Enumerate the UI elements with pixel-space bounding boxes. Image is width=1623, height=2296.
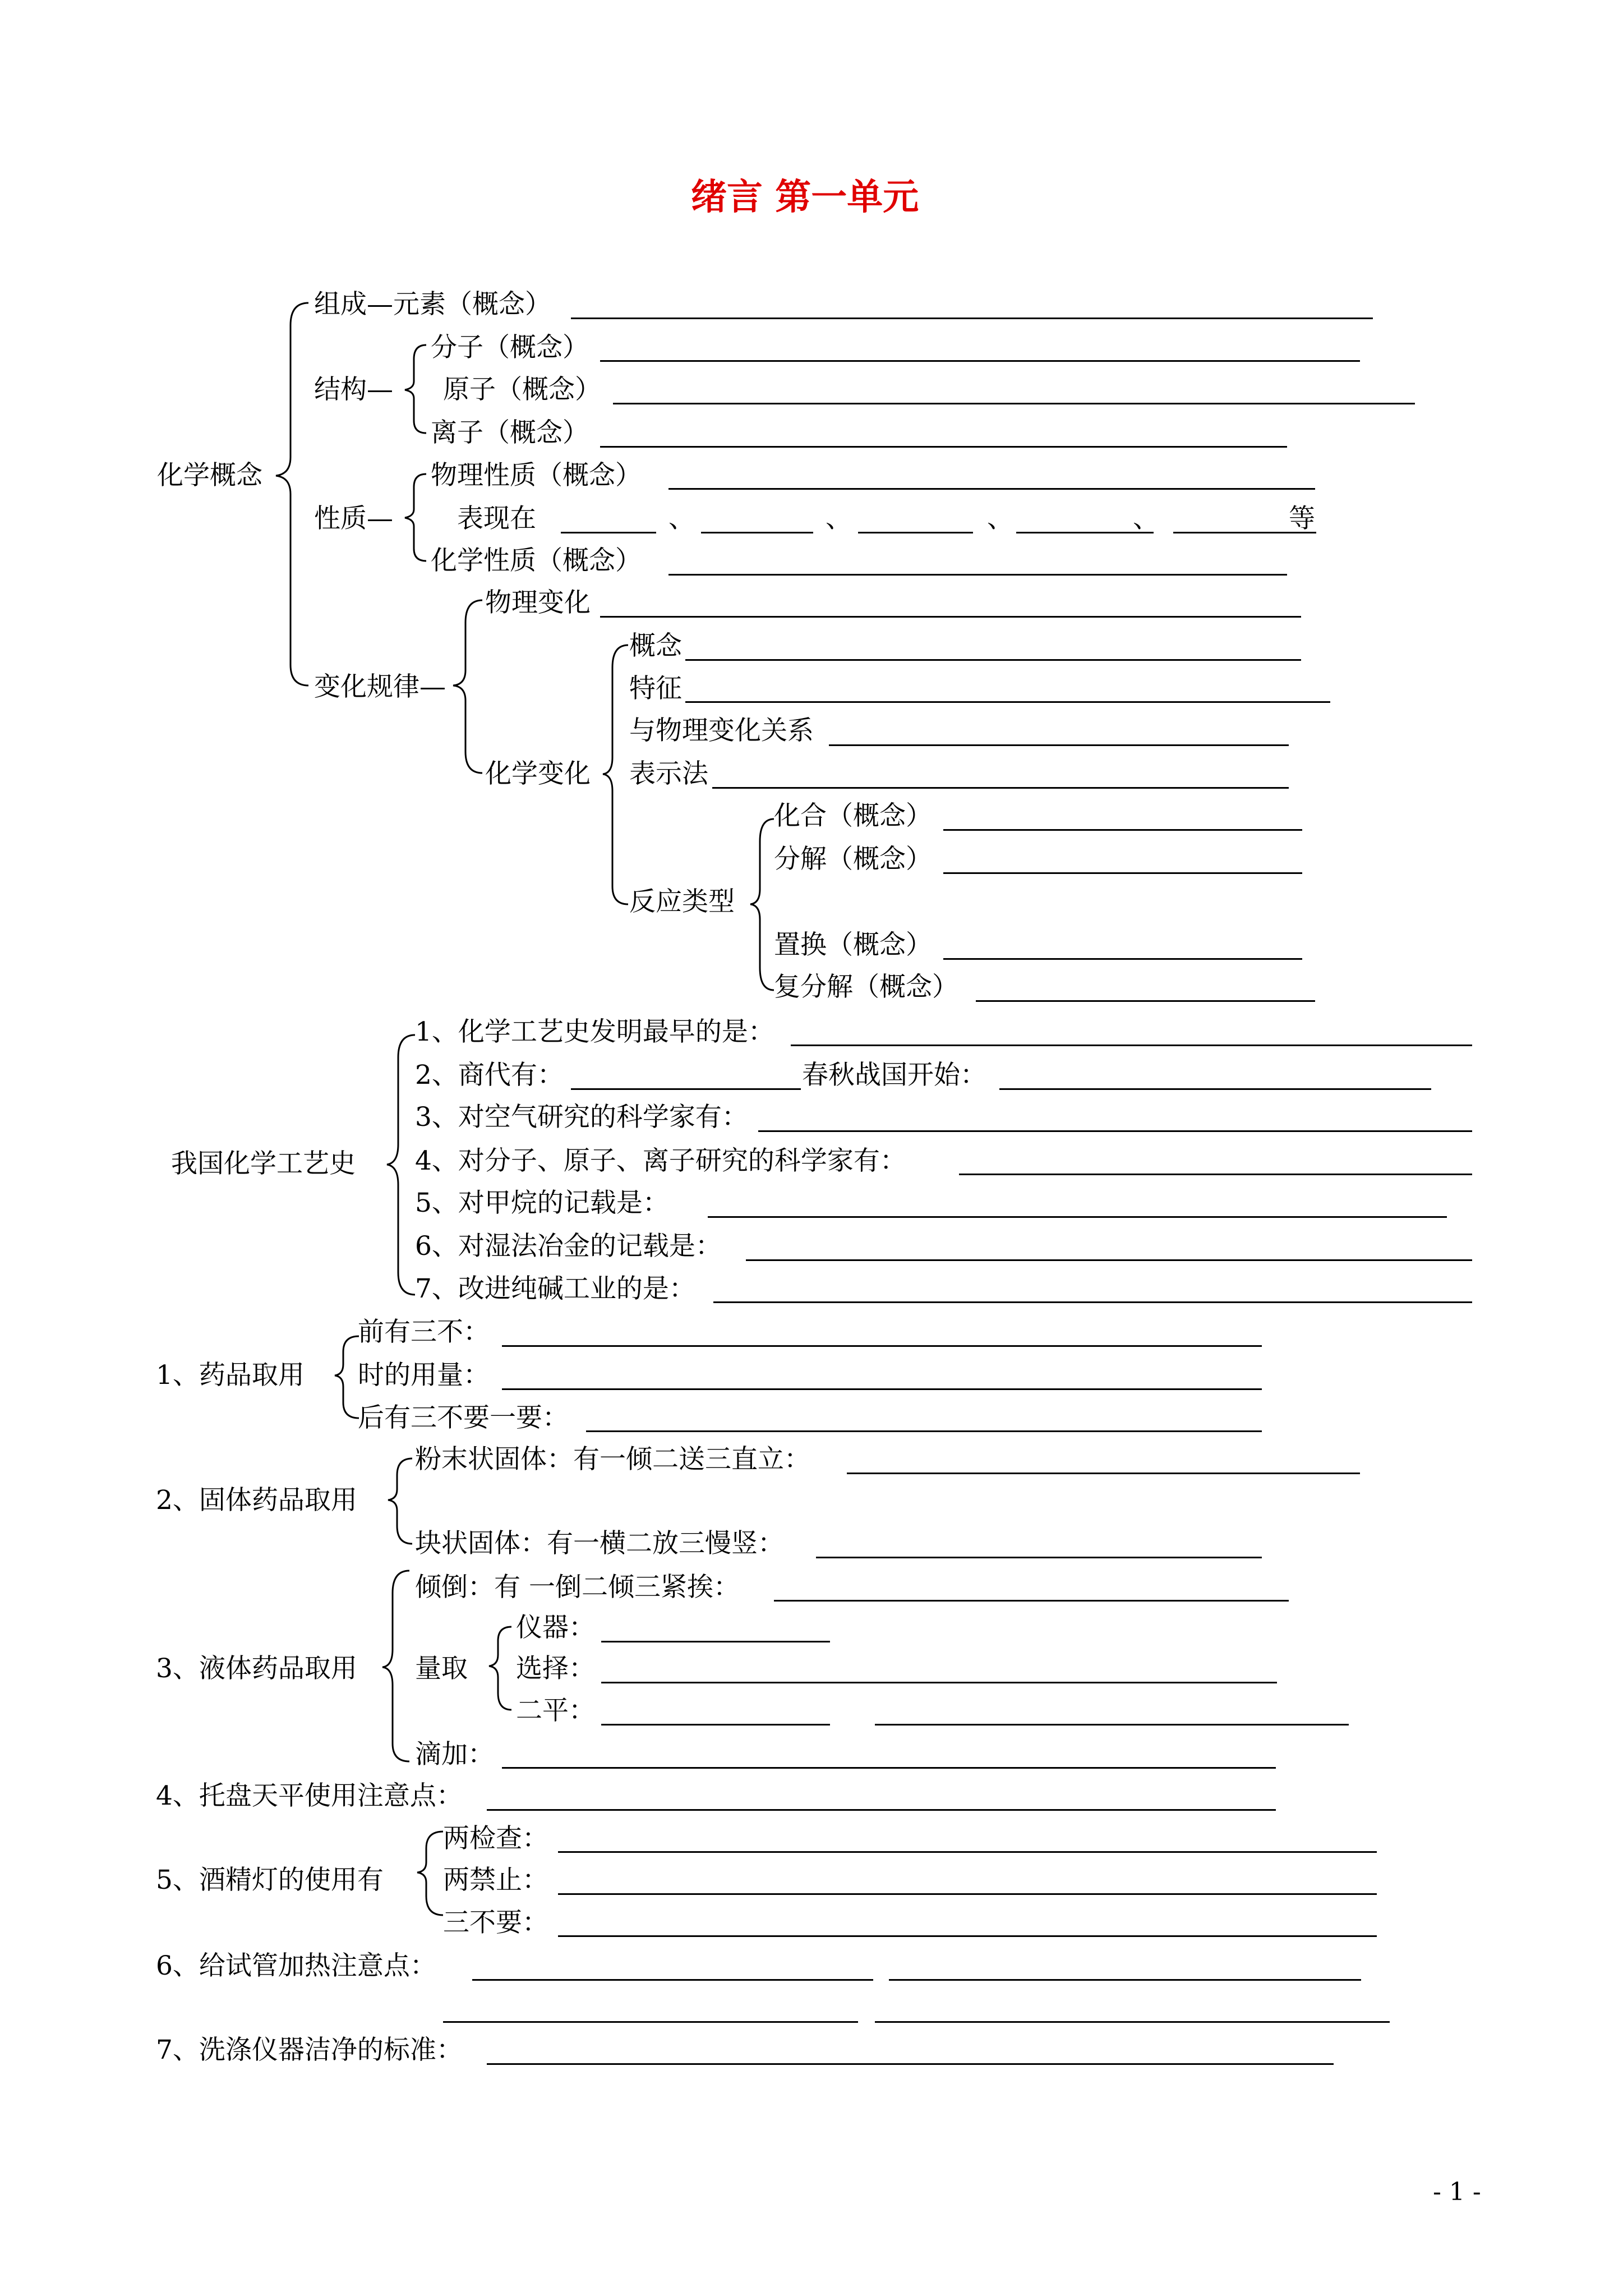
structure-label: 结构— [314, 374, 393, 405]
separator-2: 、 [826, 503, 852, 534]
brace-drug-taking [335, 1336, 359, 1418]
combination-answer-line[interactable] [943, 829, 1302, 831]
history-item-2: 2、商代有： [415, 1060, 564, 1091]
concept-root-label: 化学概念 [157, 460, 262, 491]
cc-notation-label: 表示法 [629, 758, 708, 789]
cc-concept-answer-line[interactable] [685, 659, 1301, 661]
atom-answer-line[interactable] [613, 403, 1415, 404]
property-label: 性质— [314, 503, 393, 534]
cc-feature-answer-line[interactable] [685, 701, 1330, 703]
decomposition-answer-line[interactable] [943, 872, 1302, 874]
three-dont-answer-line[interactable] [558, 1935, 1377, 1937]
chemical-change-label: 化学变化 [485, 758, 591, 789]
page-number: - 1 - [1433, 2178, 1481, 2206]
powder-answer-line[interactable] [847, 1473, 1360, 1474]
separator-4: 、 [1133, 503, 1159, 534]
choose-label: 选择： [516, 1653, 595, 1684]
page-title: 绪言 第一单元 [691, 176, 919, 218]
shown-in-label: 表现在 [457, 503, 536, 534]
combination-label: 化合（概念） [774, 800, 932, 831]
block-answer-line[interactable] [816, 1557, 1262, 1558]
brace-chemical-change [603, 645, 628, 904]
physical-property-answer-line[interactable] [668, 488, 1315, 490]
shown-in-blank-3[interactable] [858, 532, 973, 533]
atom-label: 原子（概念） [443, 374, 601, 405]
chemical-property-label: 化学性质（概念） [431, 545, 642, 576]
separator-3: 、 [987, 503, 1013, 534]
separator-1: 、 [668, 503, 695, 534]
history-answer-line-6[interactable] [746, 1259, 1472, 1261]
history-item-7: 7、改进纯碱工业的是： [415, 1273, 695, 1304]
powder-label: 粉末状固体：有一倾二送三直立： [415, 1444, 810, 1475]
history-item-4: 4、对分子、原子、离子研究的科学家有： [415, 1145, 906, 1176]
balance-answer-line[interactable] [487, 1809, 1276, 1811]
cc-relation-answer-line[interactable] [829, 744, 1289, 746]
history-item-1: 1、化学工艺史发明最早的是： [415, 1016, 774, 1047]
heating-label: 6、给试管加热注意点： [156, 1950, 436, 1981]
change-law-label: 变化规律— [314, 671, 446, 702]
chemical-property-answer-line[interactable] [668, 574, 1287, 576]
heating-answer-line-3[interactable] [443, 2021, 858, 2023]
two-forbid-answer-line[interactable] [558, 1893, 1377, 1895]
solid-label: 2、固体药品取用 [156, 1485, 357, 1516]
drip-answer-line[interactable] [502, 1767, 1276, 1769]
pour-answer-line[interactable] [774, 1600, 1289, 1602]
composition-answer-line[interactable] [571, 318, 1373, 319]
block-label: 块状固体：有一横二放三慢竖： [415, 1528, 784, 1559]
cc-notation-answer-line[interactable] [712, 787, 1289, 789]
three-no-label: 前有三不： [358, 1317, 490, 1347]
history-answer-line-7[interactable] [713, 1301, 1472, 1303]
spring-autumn-label: 春秋战国开始： [802, 1060, 986, 1091]
amount-answer-line[interactable] [502, 1388, 1262, 1390]
history-root-label: 我国化学工艺史 [171, 1148, 356, 1179]
ion-label: 离子（概念） [431, 417, 589, 448]
washing-answer-line[interactable] [487, 2063, 1334, 2065]
reaction-type-label: 反应类型 [629, 886, 735, 917]
molecule-label: 分子（概念） [431, 332, 589, 363]
history-item-6: 6、对湿法冶金的记载是： [415, 1231, 722, 1262]
history-answer-line-3[interactable] [758, 1130, 1472, 1132]
two-check-label: 两检查： [443, 1823, 548, 1854]
instrument-answer-line[interactable] [601, 1641, 830, 1642]
etc-label: 等 [1289, 503, 1315, 534]
washing-label: 7、洗涤仪器洁净的标准： [156, 2035, 463, 2065]
decomposition-label: 分解（概念） [774, 844, 932, 875]
measure-label: 量取 [415, 1653, 468, 1684]
brace-reaction-type [750, 819, 774, 990]
drip-label: 滴加： [415, 1739, 494, 1770]
two-level-answer-line-b[interactable] [875, 1724, 1349, 1726]
physical-change-answer-line[interactable] [600, 616, 1301, 618]
cc-concept-label: 概念 [629, 631, 682, 661]
three-no-answer-line[interactable] [502, 1345, 1262, 1347]
history-item-5: 5、对甲烷的记载是： [415, 1188, 669, 1218]
history-answer-line-2b[interactable] [999, 1088, 1431, 1090]
displacement-answer-line[interactable] [943, 958, 1302, 960]
ion-answer-line[interactable] [600, 446, 1287, 448]
instrument-label: 仪器： [516, 1612, 595, 1643]
double-decomposition-answer-line[interactable] [976, 1000, 1315, 1002]
amount-label: 时的用量： [358, 1360, 490, 1391]
brace-lamp [417, 1832, 443, 1915]
brace-solid [388, 1458, 412, 1544]
choose-answer-line[interactable] [601, 1682, 1277, 1683]
history-answer-line-4[interactable] [959, 1174, 1472, 1175]
displacement-label: 置换（概念） [774, 930, 932, 960]
brace-property [405, 474, 426, 561]
history-answer-line-5[interactable] [708, 1216, 1447, 1218]
brace-structure [405, 345, 426, 433]
cc-feature-label: 特征 [629, 673, 682, 704]
two-level-answer-line-a[interactable] [601, 1724, 830, 1726]
shown-in-blank-2[interactable] [701, 532, 813, 533]
brace-history [387, 1035, 415, 1295]
two-level-label: 二平： [516, 1695, 595, 1726]
two-forbid-label: 两禁止： [443, 1865, 548, 1895]
three-dont-label: 三不要： [443, 1907, 548, 1938]
drug-taking-label: 1、药品取用 [156, 1360, 305, 1391]
physical-property-label: 物理性质（概念） [431, 460, 642, 491]
two-check-answer-line[interactable] [558, 1851, 1377, 1853]
brace-change-law [453, 600, 482, 773]
physical-change-label: 物理变化 [485, 587, 591, 618]
lamp-label: 5、酒精灯的使用有 [156, 1865, 384, 1895]
history-item-3: 3、对空气研究的科学家有： [415, 1102, 748, 1133]
shown-in-blank-1[interactable] [561, 532, 656, 533]
history-answer-line-1[interactable] [791, 1045, 1472, 1046]
molecule-answer-line[interactable] [600, 360, 1360, 362]
heating-answer-line-1[interactable] [472, 1979, 873, 1981]
cc-relation-label: 与物理变化关系 [629, 715, 814, 746]
liquid-label: 3、液体药品取用 [156, 1653, 357, 1684]
three-no-one-must-label: 后有三不要一要： [358, 1402, 569, 1433]
double-decomposition-label: 复分解（概念） [774, 972, 958, 1002]
brace-chemistry-concepts [276, 303, 308, 685]
composition-label: 组成—元素（概念） [314, 289, 551, 320]
heating-answer-line-2[interactable] [889, 1979, 1361, 1981]
brace-liquid [382, 1571, 409, 1761]
pour-label: 倾倒：有 一倒二倾三紧挨： [415, 1572, 740, 1603]
three-no-one-must-answer-line[interactable] [586, 1430, 1262, 1432]
balance-label: 4、托盘天平使用注意点： [156, 1780, 463, 1811]
heating-answer-line-4[interactable] [875, 2021, 1390, 2023]
history-answer-line-2a[interactable] [571, 1088, 801, 1090]
brace-measure [489, 1627, 511, 1710]
